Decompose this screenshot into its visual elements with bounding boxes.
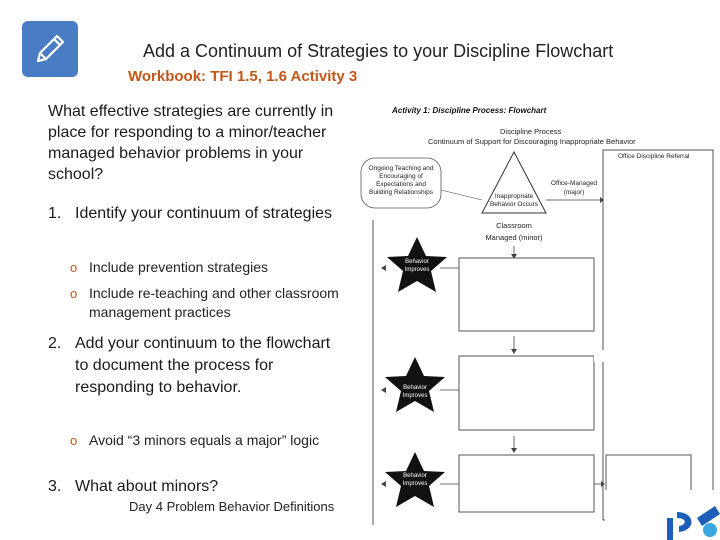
classroom-box-3 — [459, 455, 594, 512]
pbis-logo — [605, 490, 720, 540]
flowchart-subheading: Continuum of Support for Discouraging Inappropriate Behavior — [428, 137, 636, 146]
star-1-label: Behavior Improves — [404, 259, 430, 273]
step-3-text: What about minors? — [75, 478, 219, 495]
office-referral-label: Office Discipline Referral — [618, 153, 690, 160]
step-2 — [48, 333, 338, 399]
ongoing-teaching-label: Ongoing Teaching and Encouraging of Expectations and Building Relationships — [368, 165, 434, 196]
step-1-number: 1. — [48, 205, 62, 222]
pencil-icon-tile — [22, 21, 78, 77]
step-3-number: 3. — [48, 478, 62, 495]
step-2-text: Add your continuum to the flowchart to document the process for responding to behavior. — [75, 335, 331, 396]
bullet-icon: o — [70, 260, 78, 275]
triangle-label: Inappropriate Behavior Occurs — [489, 193, 539, 208]
flowchart-heading: Discipline Process — [500, 127, 562, 136]
star-2-label: Behavior Improves — [402, 385, 428, 399]
bullet-icon: o — [70, 286, 78, 301]
step-1 — [48, 203, 338, 225]
step-2-subitem-1 — [70, 431, 340, 450]
classroom-box-2 — [459, 356, 594, 430]
star-3-label: Behavior Improves — [402, 473, 428, 487]
classroom-managed-label: Classroom Managed (minor) — [485, 221, 543, 242]
step-1-subitem-2-text: Include re-teaching and other classroom management practices — [89, 285, 339, 320]
step-2-subitem-1-text: Avoid “3 minors equals a major” logic — [89, 432, 320, 448]
flowchart-title: Activity 1: Discipline Process: Flowchart — [392, 106, 547, 115]
footer-note: Day 4 Problem Behavior Definitions — [129, 499, 335, 514]
step-1-subitem-2 — [70, 284, 340, 322]
question-text: What effective strategies are currently in place for responding to a minor/teacher managed behavior problems in your school? — [48, 103, 334, 183]
pencil-icon — [30, 29, 70, 69]
classroom-box-1 — [459, 258, 594, 331]
step-3 — [48, 476, 338, 498]
bullet-icon: o — [70, 433, 78, 448]
step-2-number: 2. — [48, 335, 62, 352]
step-1-subitem-1-text: Include prevention strategies — [89, 259, 268, 275]
slide-subtitle: Workbook: TFI 1.5, 1.6 Activity 3 — [128, 68, 358, 85]
slide-title: Add a Continuum of Strategies to your Discipline Flowchart — [143, 41, 614, 61]
step-1-text: Identify your continuum of strategies — [75, 205, 333, 222]
step-1-subitem-1 — [70, 258, 340, 277]
office-managed-label: Office-Managed (major) — [550, 180, 598, 196]
